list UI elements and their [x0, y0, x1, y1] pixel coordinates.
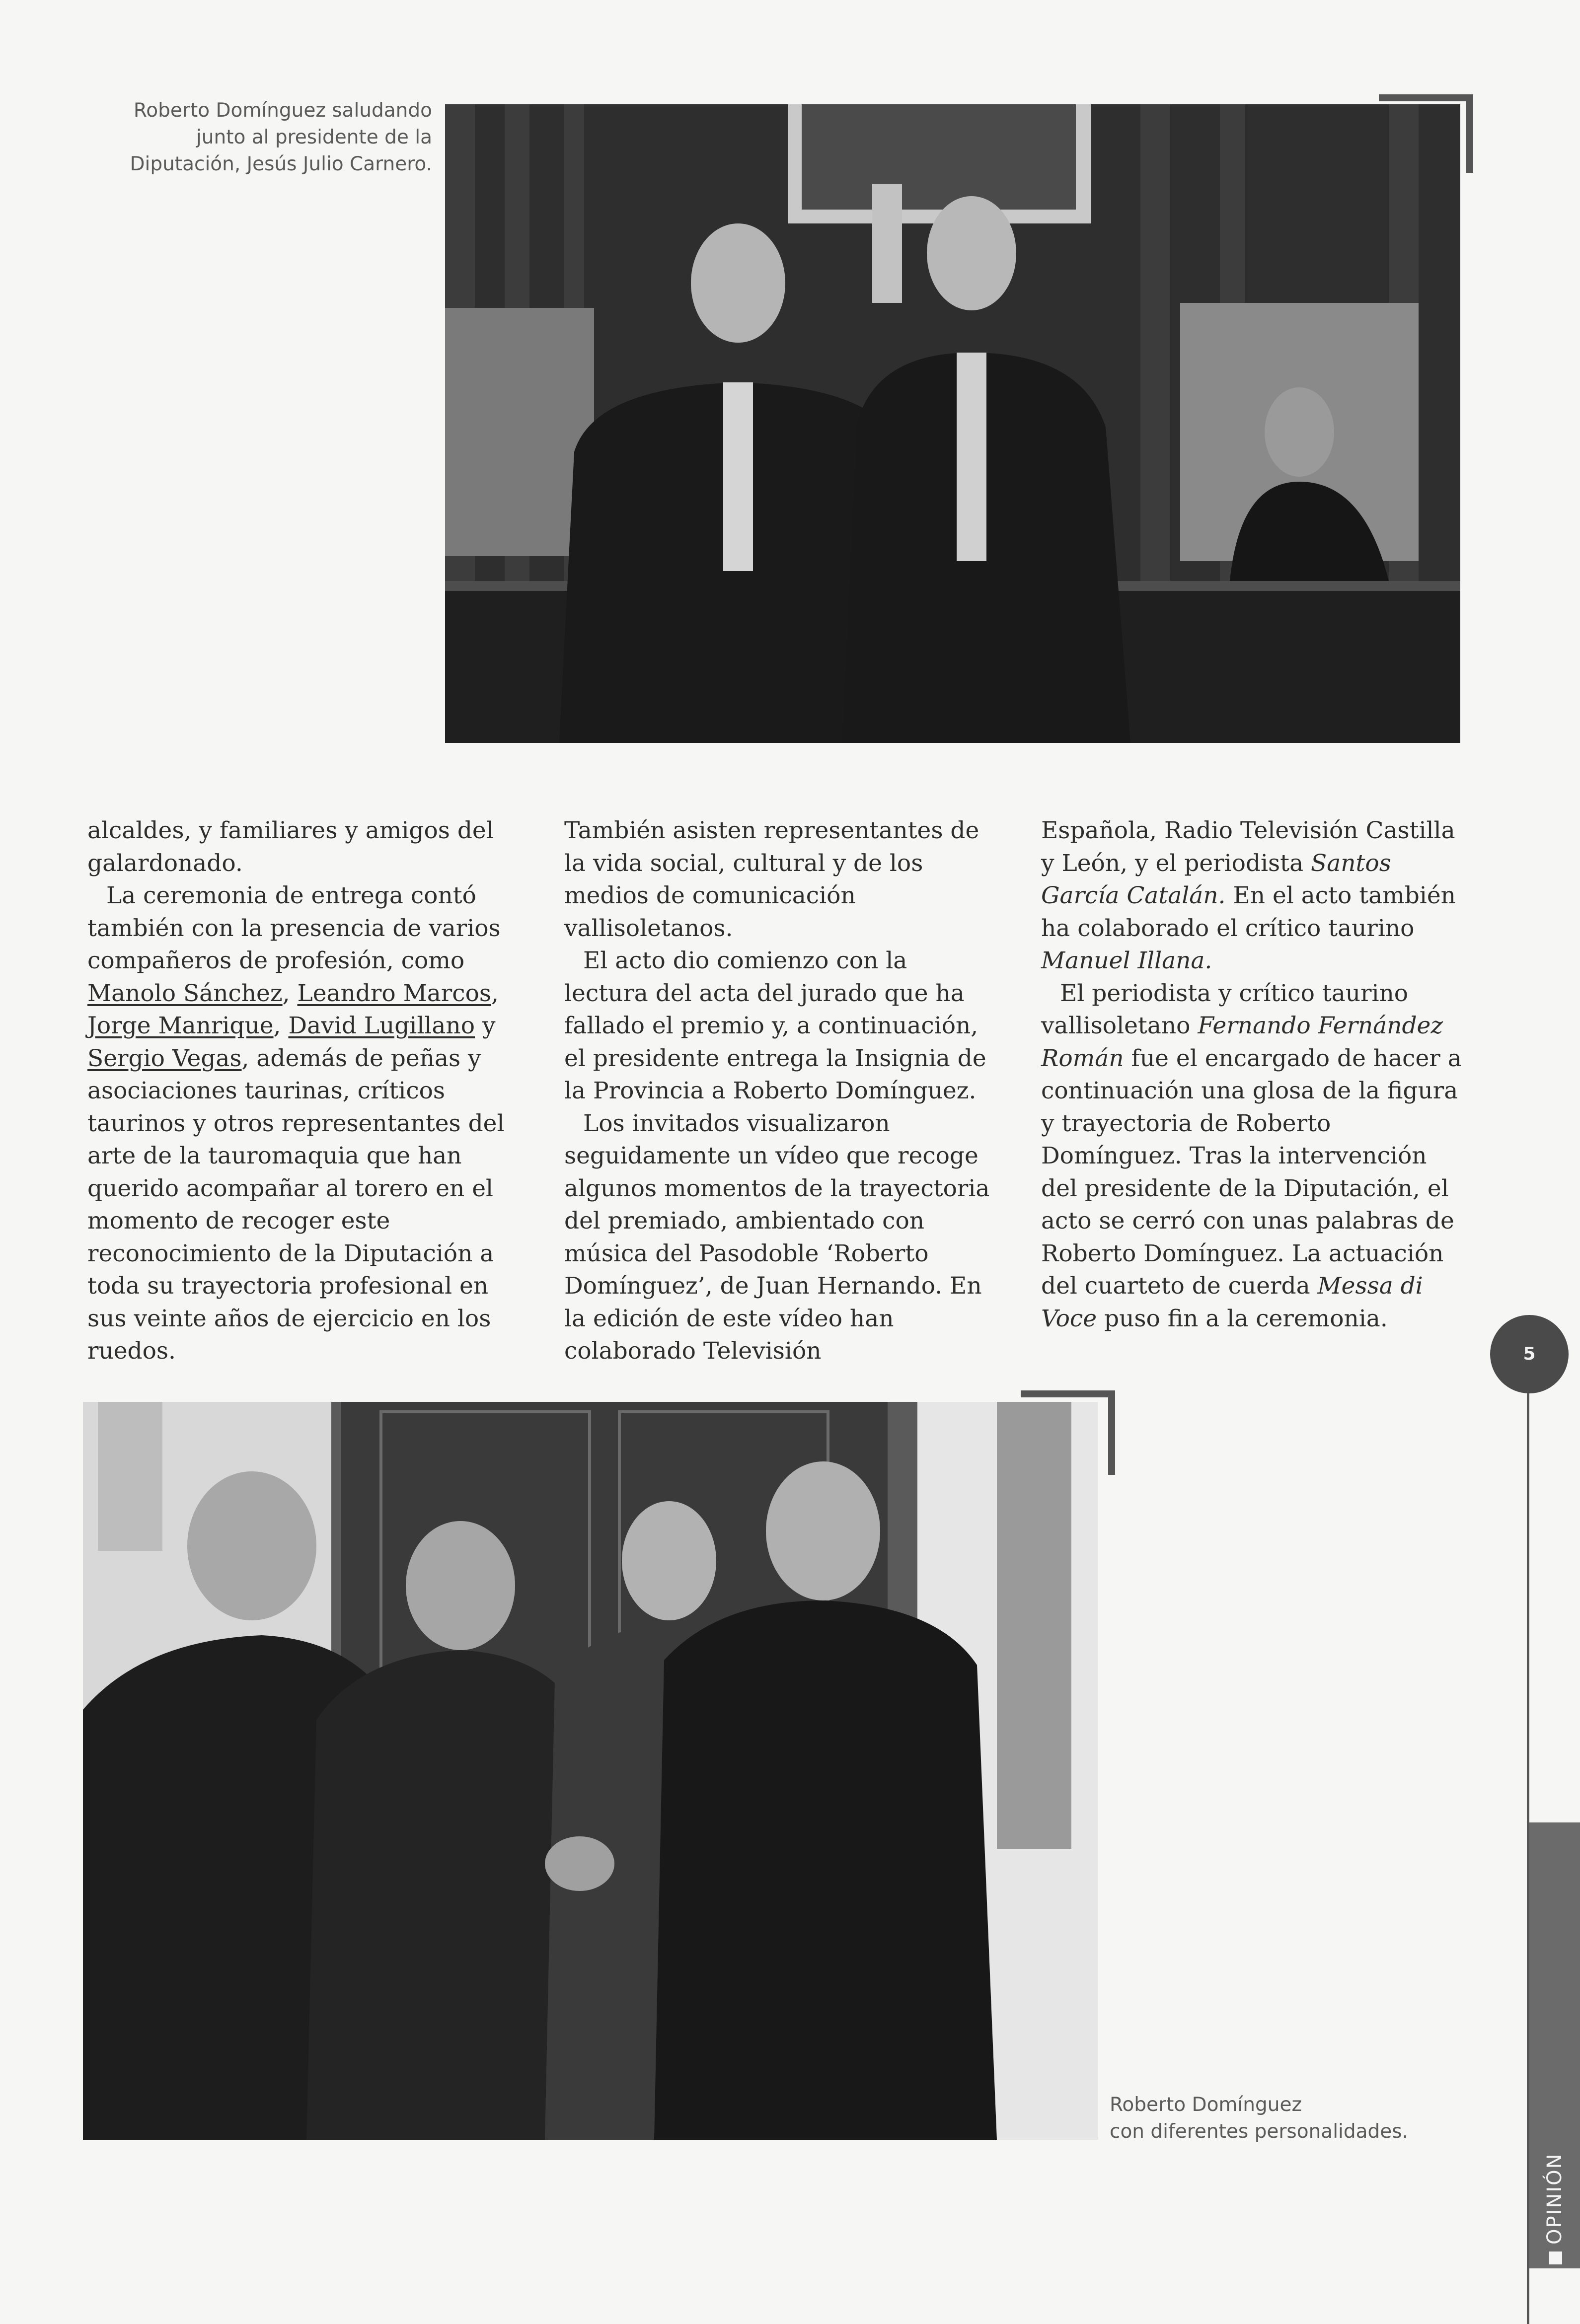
person-name: Fernando Fernández Román	[1041, 1012, 1443, 1072]
person-name: Santos García Catalán.	[1041, 849, 1391, 909]
person-link: David Lugillano	[288, 1012, 475, 1039]
handshake-illustration	[83, 1402, 1098, 2140]
caption-line: junto al presidente de la	[196, 126, 432, 148]
caption-line: Roberto Domínguez	[1110, 2094, 1302, 2116]
paragraph: La ceremonia de entrega contó también con la presencia de varios compañeros de profesión, como Manolo Sánchez, Leandro Marcos, Jorge Manrique, David Lugillano y Sergio Vegas, además de peñas y asociaciones taurinas, críticos taurinos y otros representantes del arte de la tauromaquia que han querido acompañar al torero en el momento de recoger este reconocimiento de la Diputación a toda su trayectoria profesional en sus veinte años de ejercicio en los ruedos.	[87, 882, 505, 1365]
paragraph: También asisten representantes de la vida social, cultural y de los medios de comunicación vallisoletanos.	[564, 817, 979, 942]
text-run: La ceremonia de entrega contó también con la presencia de varios compañeros de profesión, como	[87, 882, 501, 974]
personalities-handshake-photo	[83, 1402, 1098, 2140]
page-number: 5	[1490, 1315, 1569, 1393]
paragraph: alcaldes, y familiares y amigos del galardonado.	[87, 817, 494, 877]
section-label	[1531, 2153, 1579, 2264]
photo-frame-corner	[1021, 1390, 1115, 1475]
person-link: Sergio Vegas	[87, 1044, 242, 1072]
award-ceremony-photo	[445, 104, 1460, 743]
award-ceremony-illustration	[445, 104, 1460, 743]
caption-line: Roberto Domínguez saludando	[133, 99, 432, 122]
paragraph: Los invitados visualizaron seguidamente un vídeo que recoge algunos momentos de la trayectoria del premiado, ambientado con música del Pasodoble ‘Roberto Domínguez’, de Juan Hernando. En la edición de este vídeo han colaborado Televisión	[564, 1109, 990, 1365]
person-link: Jorge Manrique	[87, 1012, 274, 1039]
article-column-2	[564, 814, 991, 1368]
top-photo-caption	[75, 97, 432, 178]
person-link: Leandro Marcos	[297, 979, 491, 1007]
square-bullet-icon	[1549, 2251, 1562, 2264]
text-run: En el acto también ha colaborado el crítico taurino	[1041, 882, 1456, 942]
section-name: OPINIÓN	[1543, 2153, 1566, 2245]
text-run: Española, Radio Televisión Castilla y León, y el periodista	[1041, 817, 1455, 877]
article-column-1	[87, 814, 515, 1368]
text-run: El periodista y crítico taurino vallisoletano	[1041, 979, 1409, 1039]
article-column-3	[1041, 814, 1468, 1335]
caption-line: con diferentes personalidades.	[1110, 2120, 1408, 2143]
ensemble-name: Messa di Voce	[1041, 1272, 1423, 1332]
photo-frame-corner	[1379, 94, 1473, 173]
person-link: Manolo Sánchez	[87, 979, 283, 1007]
paragraph: El acto dio comienzo con la lectura del acta del jurado que ha fallado el premio y, a continuación, el presidente entrega la Insignia de la Provincia a Roberto Domínguez.	[564, 947, 986, 1104]
caption-line: Diputación, Jesús Julio Carnero.	[130, 153, 432, 175]
person-name: Manuel Illana.	[1041, 947, 1212, 974]
text-run: , además de peñas y asociaciones taurinas, críticos taurinos y otros representantes del arte de la tauromaquia que han querido acompañar al torero en el momento de recoger este reconocimiento de la Diputación a toda su trayectoria profesional en sus veinte años de ejercicio en los ruedos.	[87, 1044, 505, 1365]
text-run: puso fin a la ceremonia.	[1097, 1305, 1388, 1332]
text-run: fue el encargado de hacer a continuación una glosa de la figura y trayectoria de Roberto Domínguez. Tras la intervención del presidente de la Diputación, el acto se cerró con unas palabras de Roberto Domínguez. La actuación del cuarteto de cuerda	[1041, 1044, 1462, 1300]
bottom-photo-caption	[1110, 2092, 1457, 2145]
paragraph	[1041, 814, 1468, 977]
paragraph	[1041, 977, 1468, 1335]
